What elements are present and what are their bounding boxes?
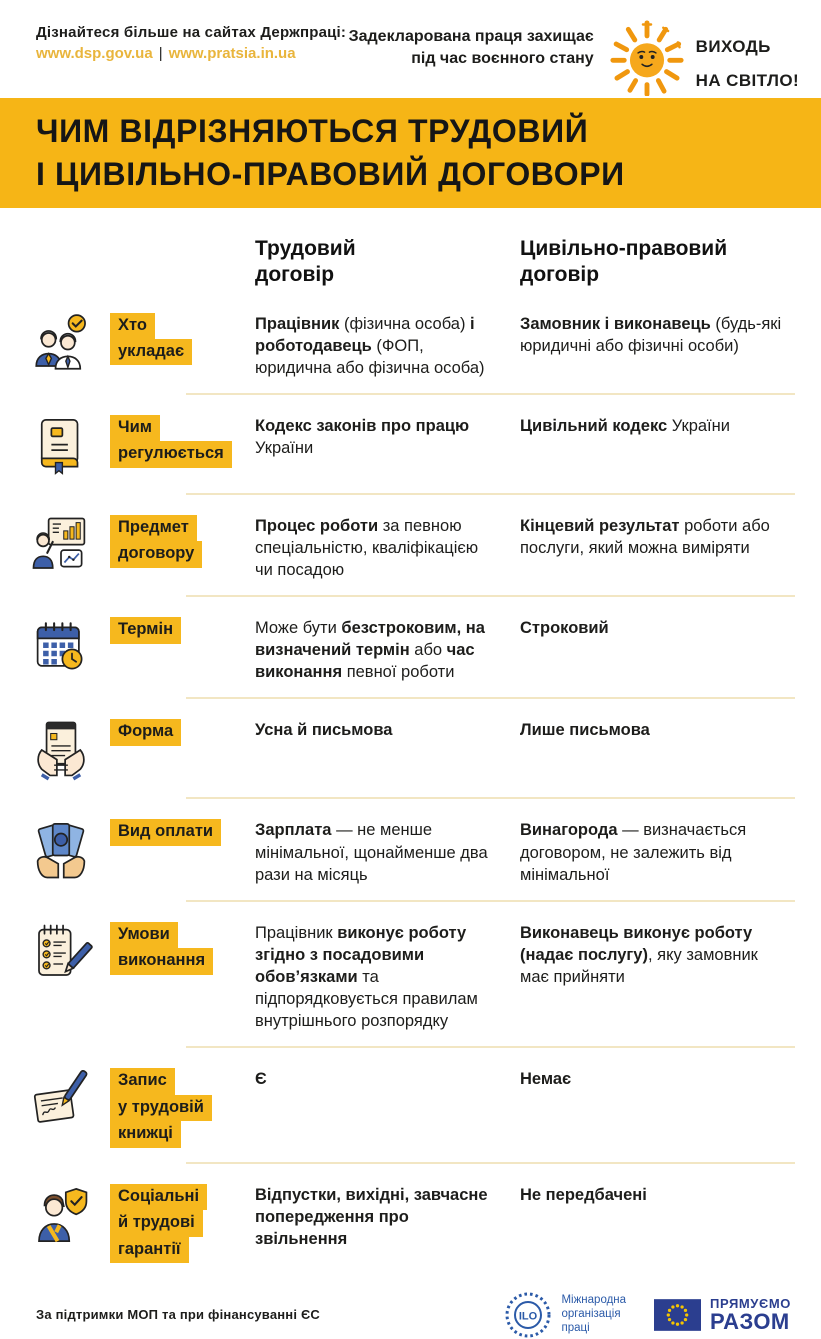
people-check-icon: [28, 311, 110, 377]
labor-cell: Працівник (фізична особа) і роботодавець (ФОП, юридична або фізична особа): [255, 314, 485, 377]
comparison-table-body: [0, 293, 821, 1277]
table-row: [0, 799, 821, 899]
table-row: [0, 902, 821, 1047]
footer: [0, 1277, 821, 1339]
signature-pen-icon: [28, 1066, 110, 1132]
link-dsp-gov-ua[interactable]: www.dsp.gov.ua: [36, 45, 153, 62]
column-header-civil: Цивільно-правовий договір: [520, 237, 728, 287]
sun-logo-icon: [608, 24, 686, 96]
civil-cell: Виконавець виконує роботу (надає послугу), яку замовник має прийняти: [520, 923, 758, 987]
civil-cell: Винагорода — визначається договором, не залежить від мінімальної: [520, 821, 747, 884]
site-links: [36, 45, 346, 62]
page-title-line-1: ЧИМ ВІДРІЗНЯЮТЬСЯ ТРУДОВИЙ: [36, 113, 589, 150]
link-pratsia-in-ua[interactable]: www.pratsia.in.ua: [168, 45, 296, 62]
row-label: Хто укладає: [110, 309, 255, 366]
presenter-chart-icon: [28, 513, 110, 579]
eu-block: [654, 1296, 791, 1333]
slogan-line-1: Задекларована праця захищає: [348, 28, 594, 45]
table-row: [0, 1164, 821, 1277]
link-separator: |: [158, 45, 163, 62]
labor-cell: Може бути безстроковим, на визначений термін або час виконання певної роботи: [255, 619, 485, 682]
campaign-line-1: ВИХОДЬ: [695, 37, 771, 56]
labor-cell: Працівник виконує роботу згідно з посадовими обов’язками та підпорядковується правилам внутрішнього розпорядку: [255, 923, 478, 1031]
table-row: [0, 699, 821, 797]
slogan-line-2: під час воєнного стану: [411, 49, 594, 67]
page-title-line-2: І ЦИВІЛЬНО-ПРАВОВИЙ ДОГОВОРИ: [36, 156, 625, 192]
column-header-labor: Трудовий договір: [255, 237, 356, 287]
eu-label: ПРЯМУЄМО РАЗОМ: [710, 1296, 791, 1335]
civil-cell: Немає: [520, 1070, 572, 1089]
declared-work-slogan: [349, 24, 594, 69]
table-column-headers: [0, 208, 821, 293]
checklist-pencil-icon: [28, 920, 110, 986]
ilo-block: [504, 1291, 626, 1339]
table-row: [0, 293, 821, 393]
table-row: [0, 597, 821, 697]
table-row: [0, 495, 821, 595]
civil-cell: Строковий: [520, 619, 609, 638]
site-info-block: [36, 24, 346, 62]
eu-flag-icon: [654, 1299, 701, 1331]
row-label: Чим регулюється: [110, 411, 255, 468]
labor-cell: Зарплата — не менше мінімальної, щонайменше два рази на місяць: [255, 821, 488, 884]
row-label: Термін: [110, 613, 255, 643]
row-label: Соціальні й трудові гарантії: [110, 1180, 255, 1263]
campaign-line-2: НА СВІТЛО!: [695, 71, 799, 90]
labor-cell: Кодекс законів про працю України: [255, 416, 470, 457]
site-info-text: Дізнайтеся більше на сайтах Держпраці:: [36, 24, 347, 41]
ilo-logo-icon: [504, 1291, 552, 1339]
calendar-clock-icon: [28, 615, 110, 681]
title-banner: [0, 98, 821, 208]
labor-cell: Процес роботи за певною спеціальністю, кваліфікацією чи посадою: [255, 516, 479, 580]
civil-cell: Кінцевий результат роботи або послуги, який можна виміряти: [520, 516, 770, 557]
labor-cell: Відпустки, вихідні, завчасне попередження про звільнення: [255, 1185, 488, 1248]
civil-cell: Лише письмова: [520, 721, 650, 740]
support-text: За підтримки МОП та при фінансуванні ЄС: [36, 1307, 321, 1323]
row-label: Предмет договору: [110, 511, 255, 568]
document-hands-icon: [28, 717, 110, 783]
money-hands-icon: [28, 817, 110, 883]
table-row: [0, 1048, 821, 1161]
row-label: Вид оплати: [110, 815, 255, 845]
row-label: Форма: [110, 715, 255, 745]
ilo-label: Міжнародна організація праці: [561, 1294, 627, 1334]
row-label: Запис у трудовій книжці: [110, 1064, 255, 1147]
campaign-slogan: [696, 24, 799, 98]
civil-cell: Замовник і виконавець (будь-які юридичні або фізичні особи): [520, 314, 782, 355]
worker-shield-icon: [28, 1182, 110, 1248]
table-row: [0, 395, 821, 493]
labor-cell: Є: [255, 1070, 267, 1089]
ilo-abbr-text: ILO: [519, 1310, 538, 1323]
civil-cell: Не передбачені: [520, 1185, 647, 1204]
book-icon: [28, 413, 110, 479]
row-label: Умови виконання: [110, 918, 255, 975]
top-header: [0, 0, 821, 98]
civil-cell: Цивільний кодекс України: [520, 416, 730, 435]
labor-cell: Усна й письмова: [255, 721, 393, 740]
